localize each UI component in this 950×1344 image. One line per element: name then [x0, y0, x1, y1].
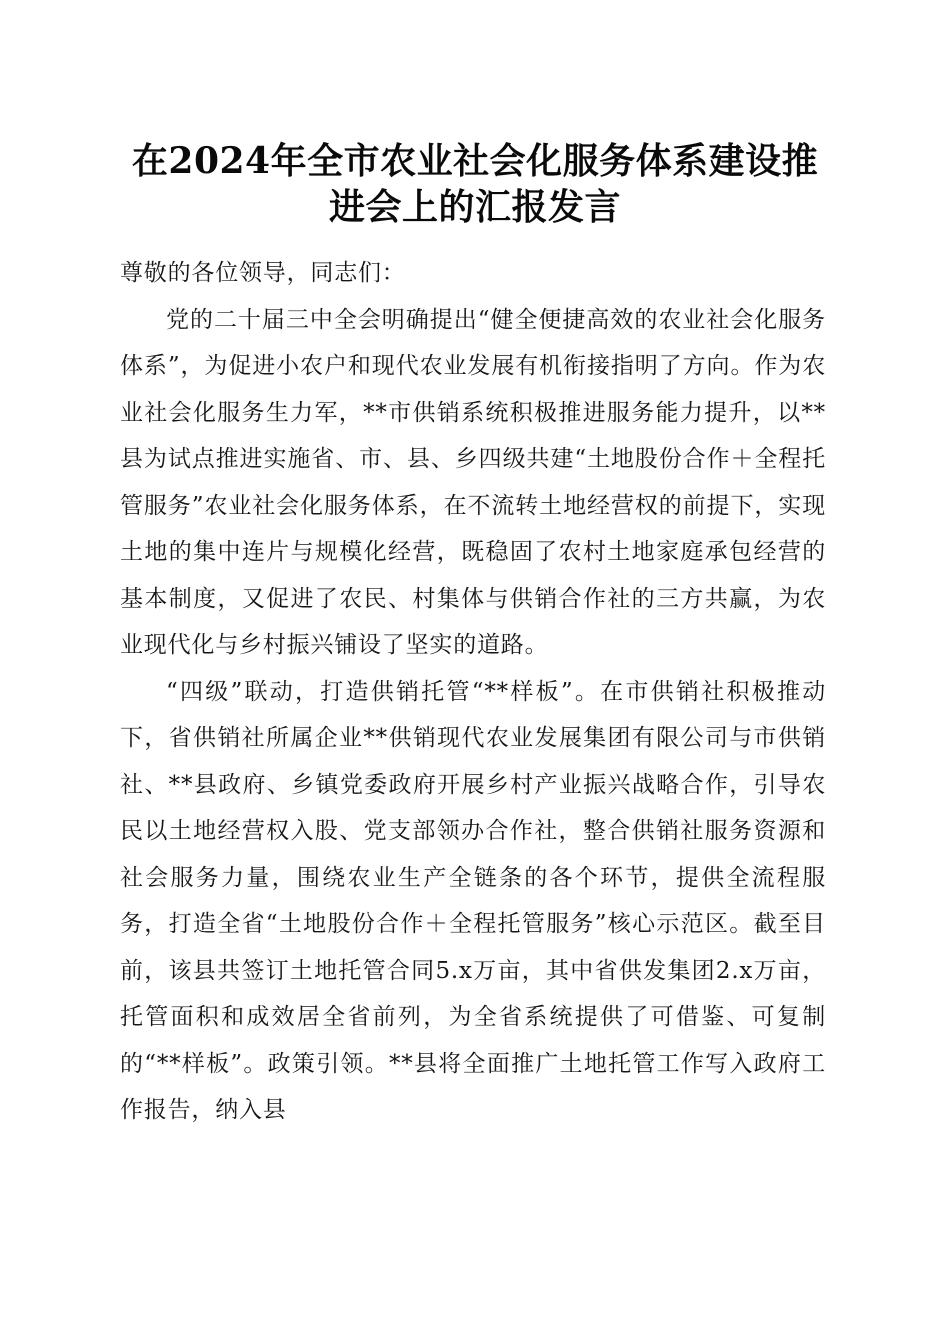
paragraph-2: “四级”联动，打造供销托管“**样板”。在市供销社积极推动下，省供销社所属企业**供销现代农业发展集团有限公司与市供销社、**县政府、乡镇党委政府开展乡村产业振兴战略合作，引导农民以土地经营权入股、党支部领办合作社，整合供销社服务资源和社会服务力量，围绕农业生产全链条的各个环节，提供全流程服务，打造全省“土地股份合作＋全程托管服务”核心示范区。截至目前，该县共签订土地托管合同5.x万亩，其中省供发集团2.x万亩，托管面积和成效居全省前列，为全省系统提供了可借鉴、可复制的“**样板”。政策引领。**县将全面推广土地托管工作写入政府工作报告，纳入县 [120, 678, 826, 1123]
paragraph-1: 党的二十届三中全会明确提出“健全便捷高效的农业社会化服务体系”，为促进小农户和现代农业发展有机衔接指明了方向。作为农业社会化服务生力军，**市供销系统积极推进服务能力提升，以**县为试点推进实施省、市、县、乡四级共建“土地股份合作＋全程托管服务”农业社会化服务体系，在不流转土地经营权的前提下，实现土地的集中连片与规模化经营，既稳固了农村土地家庭承包经营的基本制度，又促进了农民、村集体与供销合作社的三方共赢，为农业现代化与乡村振兴铺设了坚实的道路。 [120, 306, 826, 658]
document-title: 在2024年全市农业社会化服务体系建设推进会上的汇报发言 [131, 140, 819, 228]
document-body [120, 250, 826, 1134]
salutation: 尊敬的各位领导，同志们： [120, 260, 406, 286]
